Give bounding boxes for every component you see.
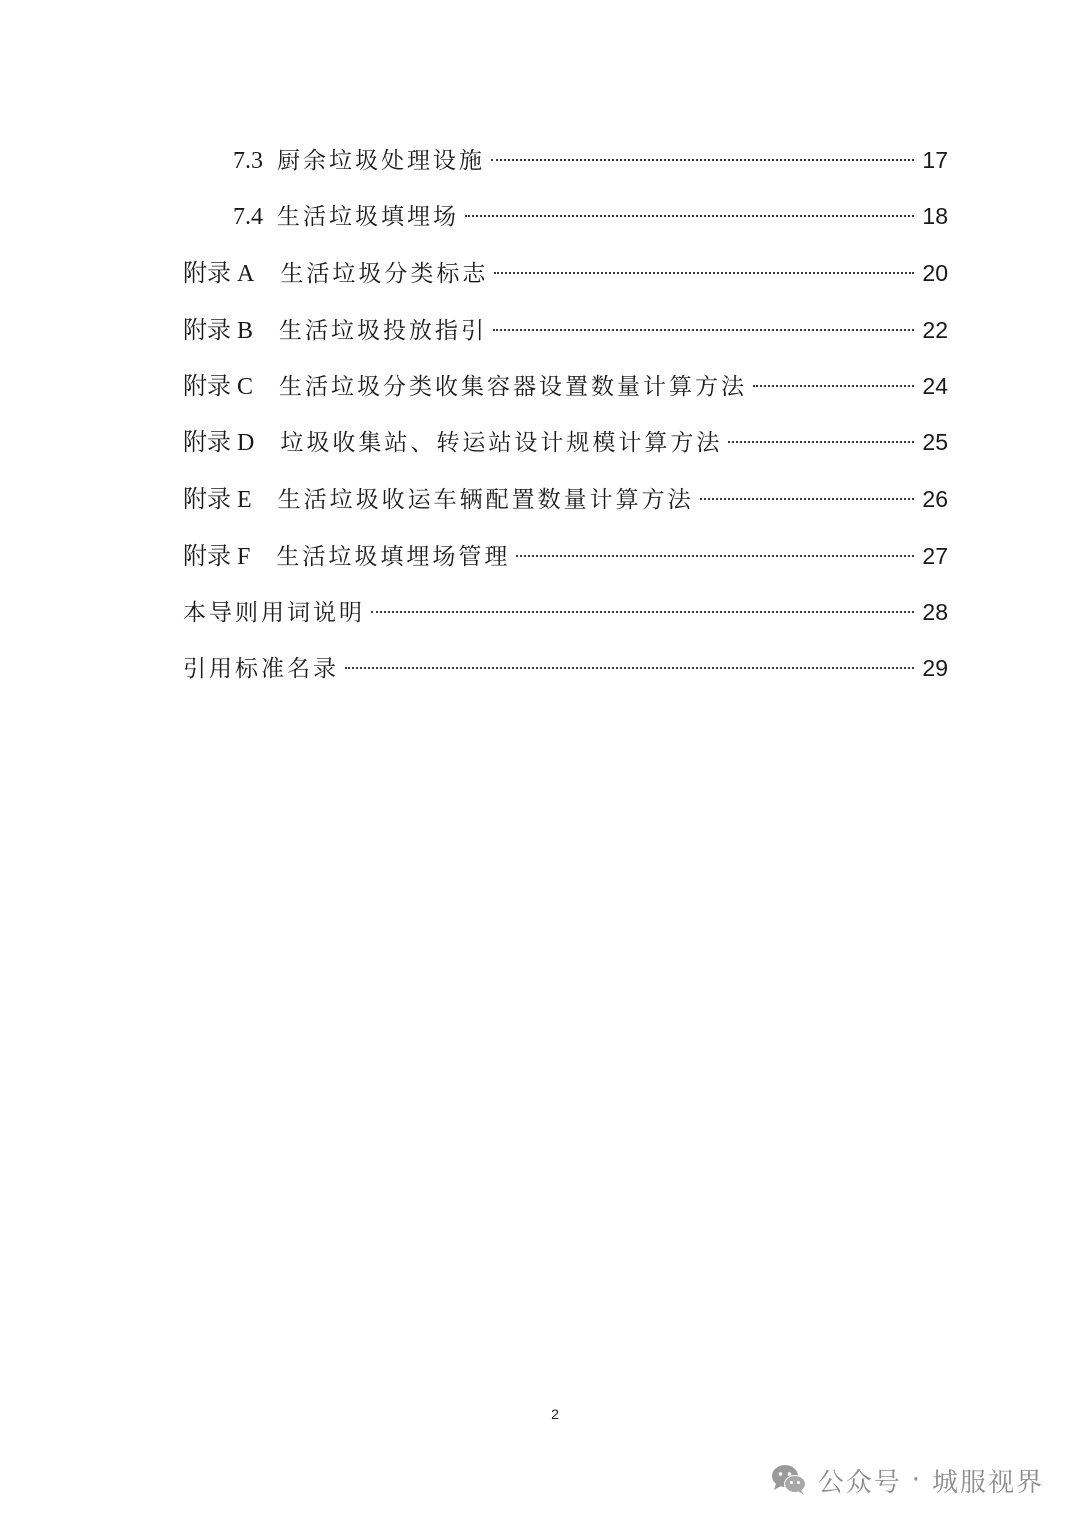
toc-entry-title: 生活垃圾收运车辆配置数量计算方法 xyxy=(277,487,694,513)
toc-entry[interactable] xyxy=(183,648,948,688)
toc-entry-title: 厨余垃圾处理设施 xyxy=(277,148,485,174)
toc-entry-number: 7.4 xyxy=(233,204,263,230)
toc-entry-page: 27 xyxy=(922,543,948,569)
watermark-account-label: 公众号 xyxy=(817,1467,902,1498)
toc-entry-number: 附录 C xyxy=(183,374,254,400)
toc-entry-page: 28 xyxy=(922,599,948,625)
toc-entry-title: 生活垃圾投放指引 xyxy=(279,318,488,344)
toc-entry-title: 生活垃圾分类收集容器设置数量计算方法 xyxy=(279,374,748,400)
toc-entry-page: 29 xyxy=(922,655,948,681)
toc-entry-title: 生活垃圾填埋场管理 xyxy=(276,544,511,570)
dot-leader xyxy=(371,611,914,613)
toc-entry[interactable] xyxy=(233,140,948,180)
toc-entry[interactable] xyxy=(183,592,948,632)
toc-entry[interactable] xyxy=(183,536,948,576)
toc-entry[interactable] xyxy=(183,422,948,462)
toc-entry-title: 垃圾收集站、转运站设计规模计算方法 xyxy=(280,430,723,456)
toc-entry-page: 24 xyxy=(922,373,948,399)
dot-leader xyxy=(728,441,914,443)
toc-entry-number: 附录 F xyxy=(183,544,251,570)
toc-entry-number: 7.3 xyxy=(233,148,263,174)
dot-leader xyxy=(465,215,914,217)
dot-leader xyxy=(516,555,914,557)
wechat-icon xyxy=(770,1463,808,1497)
dot-leader xyxy=(345,667,914,669)
toc-entry-page: 25 xyxy=(922,429,948,455)
toc-entry[interactable] xyxy=(183,366,948,406)
dot-leader xyxy=(491,159,914,161)
toc-entry[interactable] xyxy=(233,196,948,236)
toc-entry-page: 22 xyxy=(922,317,948,343)
toc-entry-number: 附录 B xyxy=(183,318,254,344)
toc-entry-number: 附录 A xyxy=(183,261,255,287)
toc-entry-page: 18 xyxy=(922,203,948,229)
toc-entry-page: 20 xyxy=(922,260,948,286)
page-number: 2 xyxy=(551,1406,559,1422)
toc-entry-title: 本导则用词说明 xyxy=(183,600,365,626)
dot-leader xyxy=(493,329,914,331)
dot-leader xyxy=(700,498,914,500)
toc-entry-page: 26 xyxy=(922,486,948,512)
toc-entry-number: 附录 D xyxy=(183,430,255,456)
toc-entry-page: 17 xyxy=(922,147,948,173)
toc-entry-title: 生活垃圾分类标志 xyxy=(280,261,489,287)
toc-entry-title: 生活垃圾填埋场 xyxy=(277,204,459,230)
watermark-separator: · xyxy=(911,1465,922,1495)
dot-leader xyxy=(753,385,914,387)
toc-entry[interactable] xyxy=(183,253,948,293)
dot-leader xyxy=(494,272,914,274)
watermark xyxy=(770,1460,1044,1500)
toc-entry[interactable] xyxy=(183,310,948,350)
toc-entry-number: 附录 E xyxy=(183,487,252,513)
toc-entry[interactable] xyxy=(183,479,948,519)
watermark-account-name: 城服视界 xyxy=(931,1467,1044,1498)
toc-entry-title: 引用标准名录 xyxy=(183,656,339,682)
